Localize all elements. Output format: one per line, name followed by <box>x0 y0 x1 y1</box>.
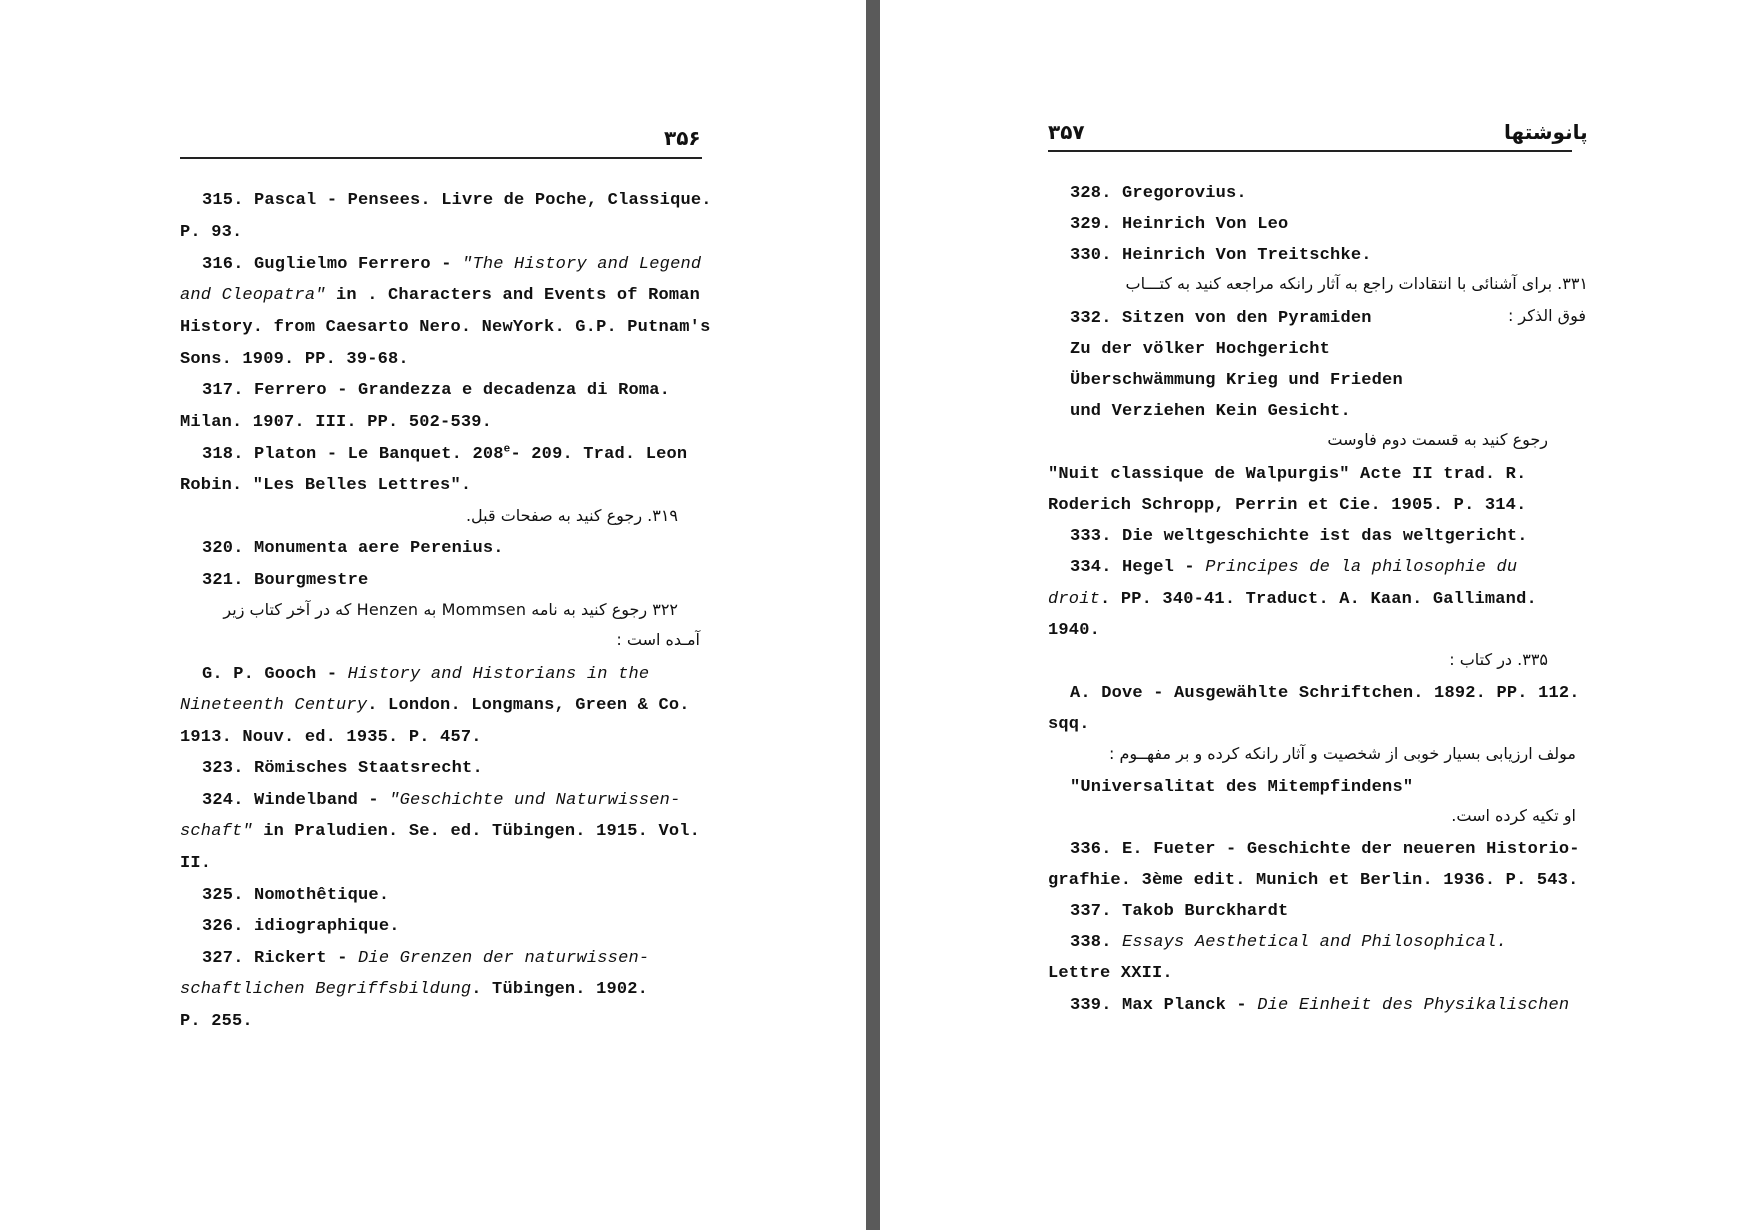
page-number: ۳۵۷ <box>1048 120 1085 144</box>
text-line <box>202 949 649 969</box>
line-text: in . Characters and Events of Roman <box>325 286 701 305</box>
line-text: grafhie. 3ème edit. Munich et Berlin. 1936. P. 543. <box>1048 871 1579 890</box>
text-line <box>180 728 482 748</box>
line-text: . London. Longmans, Green & Co. <box>367 696 690 715</box>
italic-title: "Geschichte und Naturwissen- <box>389 791 681 810</box>
text-line <box>180 822 700 842</box>
persian-text: مولف ارزیابی بسیار خوبی از شخصیت و آثار رانکه کرده و بر مفهــوم : <box>1108 744 1576 763</box>
line-text: 315. Pascal - Pensees. Livre de Poche, Classique. <box>202 191 712 210</box>
italic-title: "The History and Legend <box>462 255 702 274</box>
line-text: . PP. 340-41. Traduct. A. Kaan. Gallimand. <box>1100 590 1537 609</box>
line-text: sqq. <box>1048 715 1090 734</box>
italic-title: droit <box>1048 590 1101 609</box>
text-line <box>180 1012 253 1032</box>
text-line <box>202 759 483 779</box>
line-text: "Nuit classique de Walpurgis" Acte II trad. R. <box>1048 465 1527 484</box>
persian-line <box>1327 430 1548 450</box>
text-line <box>202 917 400 937</box>
italic-title: History and Historians in the <box>347 665 650 684</box>
line-text: History. from Caesarto Nero. NewYork. G.P. Putnam's <box>180 318 711 337</box>
line-text: A. Dove - Ausgewählte Schriftchen. 1892. PP. 112. <box>1070 684 1580 703</box>
line-text: und Verziehen Kein Gesicht. <box>1070 402 1351 421</box>
text-line <box>180 854 211 874</box>
text-line <box>180 476 471 496</box>
line-text: 328. Gregorovius. <box>1070 184 1247 203</box>
line-text: 316. Guglielmo Ferrero - <box>202 255 463 274</box>
persian-text: ۳۱۹. رجوع کنید به صفحات قبل. <box>465 506 678 525</box>
persian-text: آمـده است : <box>616 630 700 649</box>
text-line <box>1048 715 1090 735</box>
page-number: ۳۵۶ <box>664 126 701 150</box>
line-text: 336. E. Fueter - Geschichte der neueren Historio- <box>1070 840 1580 859</box>
line-text: 327. Rickert - <box>202 949 359 968</box>
line-text: P. 93. <box>180 223 243 242</box>
text-line <box>1070 840 1580 860</box>
italic-title: Essays Aesthetical and Philosophical. <box>1122 933 1507 952</box>
line-text: 323. Römisches Staatsrecht. <box>202 759 483 778</box>
line-text: Zu der völker Hochgericht <box>1070 340 1331 359</box>
persian-text: ۳۳۱. برای آشنائی با انتقادات راجع به آثار رانکه مراجعه کنید به کتـــاب <box>1125 274 1588 293</box>
line-text: 326. idiographique. <box>202 917 400 936</box>
line-text: II. <box>180 854 212 873</box>
persian-line <box>1109 744 1576 764</box>
italic-title: and Cleopatra" <box>180 286 326 305</box>
line-text: Robin. "Les Belles Lettres". <box>180 476 472 495</box>
text-line <box>202 539 504 559</box>
persian-text: ۳۲۲ رجوع کنید به نامه Mommsen به Henzen که در آخر کتاب زیر <box>223 600 678 619</box>
line-text: 317. Ferrero - Grandezza e decadenza di Roma. <box>202 381 671 400</box>
text-line <box>1070 246 1372 266</box>
line-text: 325. Nomothêtique. <box>202 886 390 905</box>
text-line <box>180 696 690 716</box>
text-line <box>1070 402 1351 422</box>
italic-title: schaft" <box>180 822 253 841</box>
text-line <box>202 445 687 465</box>
text-line <box>1048 465 1526 485</box>
line-text: "Universalitat des Mitempfindens" <box>1070 778 1414 797</box>
text-line <box>202 791 680 811</box>
italic-title: schaftlichen Begriffsbildung <box>180 980 472 999</box>
line-text: 1913. Nouv. ed. 1935. P. 457. <box>180 728 482 747</box>
text-line <box>202 191 712 211</box>
text-line <box>1070 778 1413 798</box>
persian-text: فوق الذکر : <box>1507 306 1586 325</box>
line-text: Sons. 1909. PP. 39-68. <box>180 350 409 369</box>
line-text: 318. Platon - Le Banquet. 208 <box>202 445 504 464</box>
text-line <box>1070 309 1372 329</box>
line-text: Roderich Schropp, Perrin et Cie. 1905. P. 314. <box>1048 496 1527 515</box>
line-text: Milan. 1907. III. PP. 502-539. <box>180 413 493 432</box>
text-line <box>180 318 711 338</box>
line-text: 333. Die weltgeschichte ist das weltgericht. <box>1070 527 1528 546</box>
text-line <box>1070 215 1288 235</box>
persian-line <box>1508 306 1586 326</box>
text-line <box>1070 184 1247 204</box>
text-line <box>1070 902 1288 922</box>
text-line <box>1070 371 1403 391</box>
text-line <box>180 413 492 433</box>
persian-line <box>466 506 678 526</box>
text-line <box>1070 933 1507 953</box>
text-line <box>180 350 409 370</box>
text-line <box>202 665 649 685</box>
line-text: - 209. Trad. Leon <box>510 445 688 464</box>
text-line <box>1070 558 1517 578</box>
line-text: 330. Heinrich Von Treitschke. <box>1070 246 1372 265</box>
header-rule <box>1048 150 1572 152</box>
italic-title: Principes de la philosophie du <box>1205 558 1518 577</box>
text-line <box>202 255 701 275</box>
line-text: 334. Hegel - <box>1070 558 1206 577</box>
line-text: 332. Sitzen von den Pyramiden <box>1070 309 1372 328</box>
text-line <box>202 886 389 906</box>
persian-text: ۳۳۵. در کتاب : <box>1449 650 1548 669</box>
line-text: . Tübingen. 1902. <box>471 980 649 999</box>
text-line <box>1048 621 1100 641</box>
left-page <box>0 0 866 1230</box>
persian-line <box>223 600 678 620</box>
text-line <box>1070 996 1569 1016</box>
text-line <box>1070 527 1528 547</box>
text-line <box>202 571 368 591</box>
book-gutter <box>866 0 880 1230</box>
text-line <box>1070 340 1330 360</box>
persian-text: رجوع کنید به قسمت دوم فاوست <box>1327 430 1548 449</box>
italic-title: Die Grenzen der naturwissen- <box>358 949 650 968</box>
text-line <box>180 980 648 1000</box>
persian-text: او تکیه کرده است. <box>1451 806 1576 825</box>
running-head: پانوشتها <box>1504 120 1588 144</box>
text-line <box>1070 684 1580 704</box>
persian-line <box>1451 806 1576 826</box>
line-text: 324. Windelband - <box>202 791 390 810</box>
line-text: 337. Takob Burckhardt <box>1070 902 1289 921</box>
line-text: 338. <box>1070 933 1123 952</box>
italic-title: Nineteenth Century <box>180 696 368 715</box>
line-text: G. P. Gooch - <box>202 665 348 684</box>
text-line <box>1048 964 1173 984</box>
line-text: Überschwämmung Krieg und Frieden <box>1070 371 1403 390</box>
text-line <box>1048 590 1537 610</box>
persian-line <box>1449 650 1548 670</box>
line-text: 339. Max Planck - <box>1070 996 1258 1015</box>
text-line <box>180 223 242 243</box>
right-page <box>880 0 1746 1230</box>
line-text: in Praludien. Se. ed. Tübingen. 1915. Vol. <box>252 822 701 841</box>
superscript: e <box>503 443 511 456</box>
line-text: 1940. <box>1048 621 1101 640</box>
line-text: 321. Bourgmestre <box>202 571 369 590</box>
persian-line <box>1126 274 1588 294</box>
text-line <box>1048 496 1526 516</box>
persian-line <box>616 630 700 650</box>
text-line <box>202 381 670 401</box>
line-text: P. 255. <box>180 1012 253 1031</box>
header-rule <box>180 157 702 159</box>
text-line <box>180 286 700 306</box>
line-text: Lettre XXII. <box>1048 964 1173 983</box>
text-line <box>1048 871 1579 891</box>
italic-title: Die Einheit des Physikalischen <box>1257 996 1570 1015</box>
line-text: 320. Monumenta aere Perenius. <box>202 539 504 558</box>
line-text: 329. Heinrich Von Leo <box>1070 215 1289 234</box>
